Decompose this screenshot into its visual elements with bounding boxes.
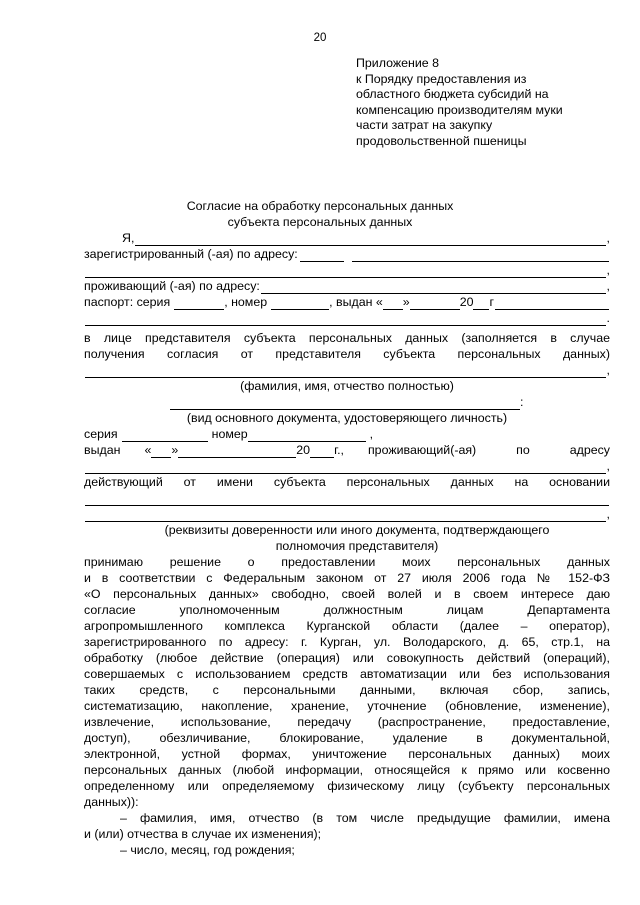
annex-block [356,56,606,149]
number-field[interactable] [248,429,366,442]
registered-address-field-2[interactable] [352,249,609,262]
residing-label: проживающий (-ая) по адресу: [84,279,260,293]
annex-line: компенсацию производителям муки [356,102,563,117]
list-item: – число, месяц, год рождения; [120,843,295,857]
document-caption: (вид основного документа, удостоверяющего личность) [186,411,508,425]
ya-label: Я, [122,231,135,245]
consent-line: данных)): [84,795,139,809]
issued-month-field[interactable] [410,297,460,310]
annex-line: части затрат на закупку [356,118,493,132]
consent-line: доступ), обезличивание, блокирование, удаление в документальной, [84,731,610,745]
consent-line: извлечение, использование, передачу (распространение, предоставление, [84,715,610,729]
basis-field[interactable] [85,493,609,506]
consent-paragraph [84,554,610,858]
consent-line: согласие уполномоченным должностным лицам Департамента [84,603,610,617]
year2-suffix: г., [334,443,344,457]
consent-line: агропромышленного комплекса Курганской области (далее – оператор), [84,619,610,633]
consent-line: «О персональных данных» свободно, своей волей и в своем интересе даю [84,587,610,601]
issued-day-field[interactable] [383,297,403,310]
consent-line: таких средств, с персональными данными, включая сбор, запись, [84,683,610,697]
page-number: 20 [313,32,327,44]
number-label: номер [211,427,248,441]
q-open: « [144,443,152,457]
residing-address-field[interactable] [261,281,606,294]
passport-row [84,294,610,310]
passport-series-field[interactable] [174,297,224,310]
issued2-year-field[interactable] [310,445,334,458]
issued2-row [84,442,610,458]
list-item-cont: и (или) отчества в случае их изменения); [84,827,322,841]
full-name-field[interactable] [135,233,605,246]
consent-line: систематизацию, накопление, хранение, уточнение (обновление, изменение), [84,699,610,713]
issued2-month-field[interactable] [178,445,296,458]
year-prefix: 20 [459,295,474,309]
issued-cont-row: . [84,310,610,326]
representative-fio-row: , [84,362,610,378]
residing-row: проживающий (-ая) по адресу: , [84,279,610,293]
series-label: серия [84,427,118,441]
year-suffix: г [489,295,495,309]
document-title [0,198,640,230]
acting-line: действующий от имени субъекта персональных данных на основании [84,475,610,489]
annex-line: Приложение 8 [356,56,440,70]
quote-close: » [402,295,410,309]
year2-prefix: 20 [296,443,311,457]
registered-row [84,246,610,262]
list-item: – фамилия, имя, отчество (в том числе предыдущие фамилии, имена [120,811,610,825]
title-line: субъекта персональных данных [227,215,413,229]
consent-line: и в соответствии с Федеральным законом от 27 июля 2006 года № 152-ФЗ [84,571,610,585]
title-line: Согласие на обработку персональных данных [186,199,454,213]
passport-series-label: паспорт: серия [84,295,171,309]
issued-year-field[interactable] [473,297,489,310]
consent-line: принимаю решение о предоставлении моих персональных данных [84,555,610,569]
basis-row [84,490,610,506]
residing2-label: проживающий(-ая) по адресу [367,443,610,457]
representative-line-1: в лице представителя субъекта персональных данных (заполняется в случае [84,331,610,345]
series-row: серия номер , [84,427,374,441]
name-row: Я, , [122,231,610,245]
residing2-row: , [84,458,610,474]
annex-line: к Порядку предоставления из [356,71,527,86]
registered-address-cont-field[interactable] [85,265,606,278]
registered-address-field[interactable] [300,249,344,262]
representative-fio-field[interactable] [85,365,606,378]
basis-cont-field[interactable] [85,509,606,522]
issued-by-cont-field[interactable] [85,313,606,326]
document-row: : [84,394,610,410]
registered-label: зарегистрированный (-ая) по адресу: [84,247,298,261]
basis-cont-row: , [84,506,610,522]
consent-line: электронной, устной формах, уничтожение персональных данных) моих [84,747,610,761]
issued-label: , выдан « [329,295,383,309]
consent-line: определенному или определяемому физическому лицу (субъекту персональных [84,779,610,793]
document-type-field[interactable] [170,397,520,410]
residing2-address-field[interactable] [85,461,606,474]
fio-caption: (фамилия, имя, отчество полностью) [240,379,454,393]
form-body [84,230,610,858]
passport-number-label: , номер [224,295,268,309]
representative-line-2: получения согласия от представителя субъекта персональных данных) [84,347,610,361]
consent-line: совершаемых с использованием средств автоматизации или без использования [84,667,610,681]
consent-line: персональных данных (любой информации, относящейся к прямо или косвенно [84,763,610,777]
passport-number-field[interactable] [271,297,329,310]
issued-by-field[interactable] [495,297,609,310]
registered-cont-row: , [84,262,610,278]
requisites-caption-1: (реквизиты доверенности или иного документа, подтверждающего [164,523,550,537]
q-close: » [171,443,179,457]
issued2-label: выдан [84,443,121,457]
annex-line: областного бюджета субсидий на [356,87,549,101]
requisites-caption-2: полномочия представителя) [275,539,439,553]
consent-line: обработку (любое действие (операция) или совокупность действий (операций), [84,651,610,665]
annex-line: продовольственной пшеницы [356,133,527,148]
series-field[interactable] [122,429,208,442]
consent-line: зарегистрированного по адресу: г. Курган, ул. Володарского, д. 65, стр.1, на [84,635,610,649]
issued2-day-field[interactable] [151,445,171,458]
